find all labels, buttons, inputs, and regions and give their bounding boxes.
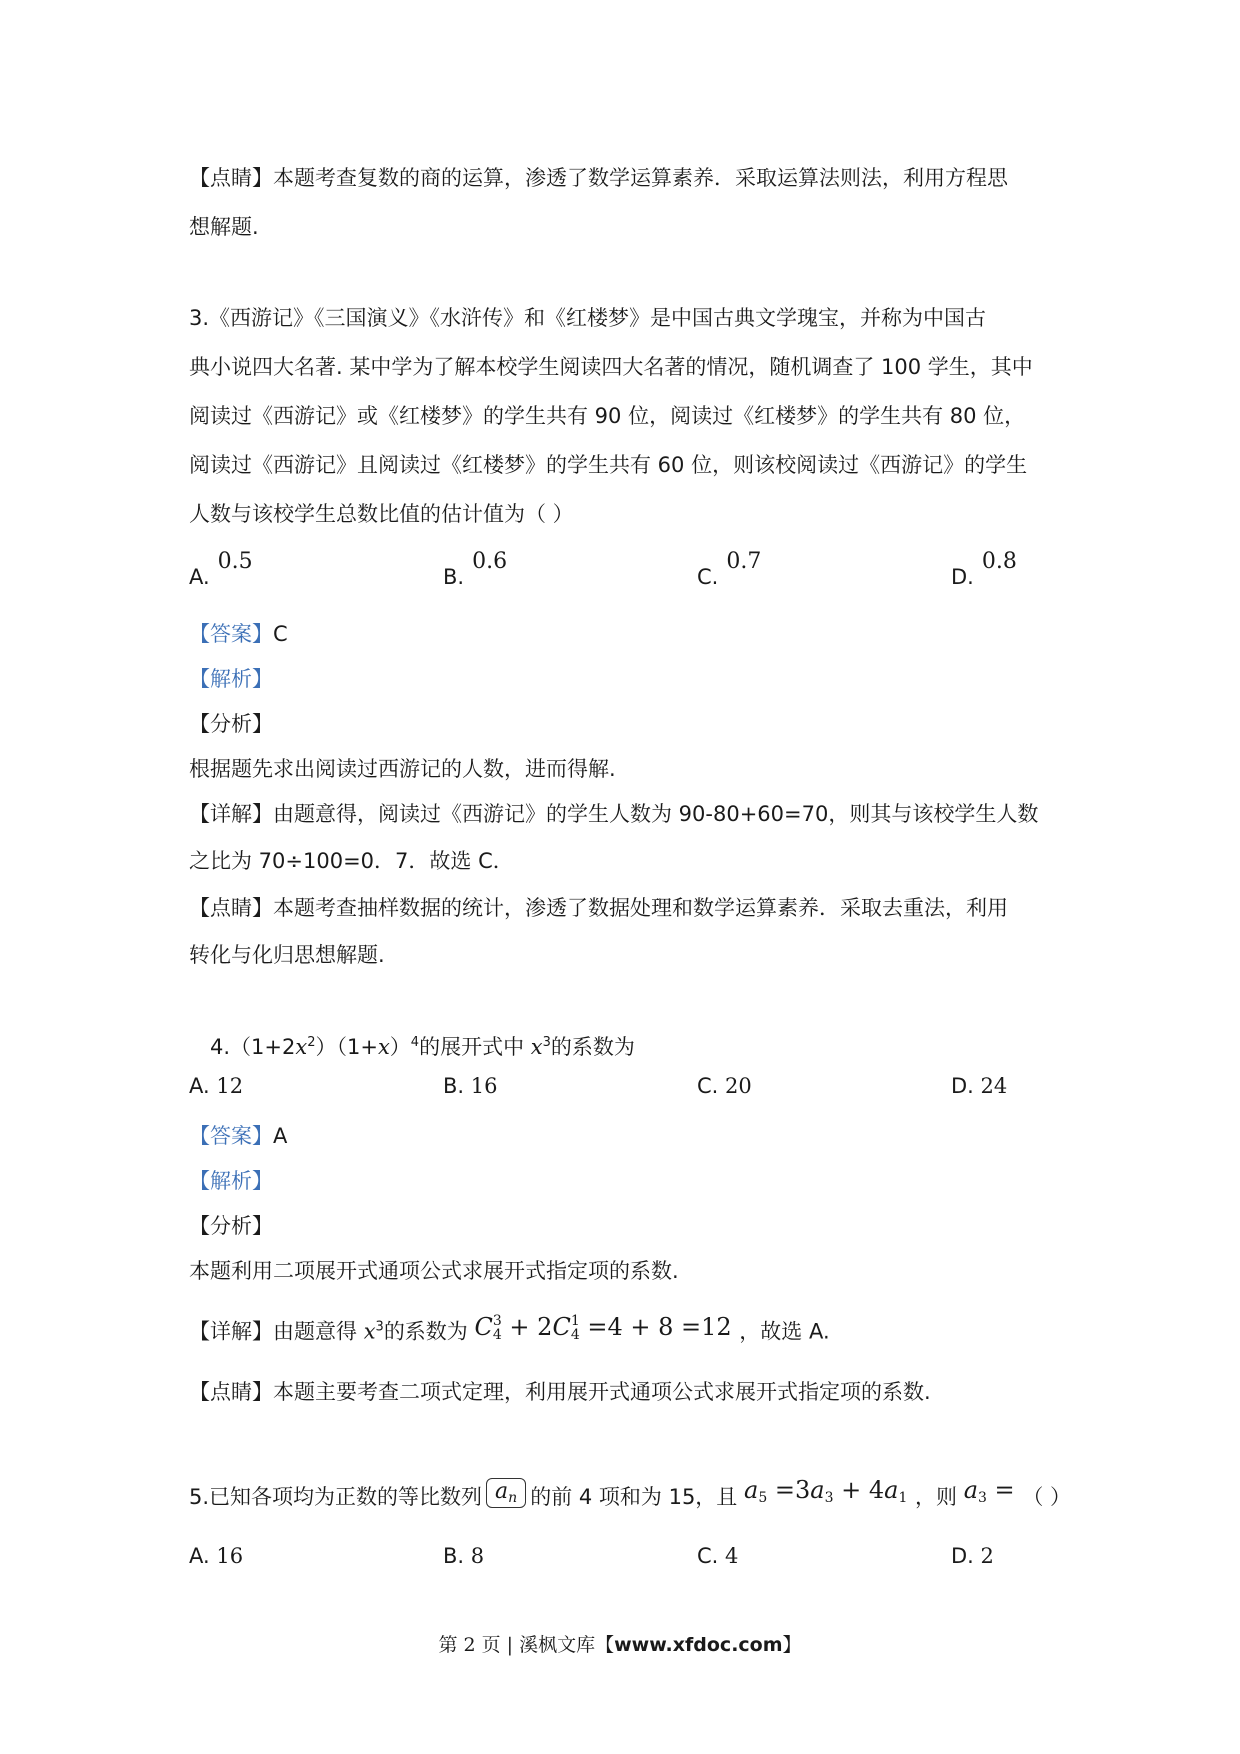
q4-option-d: D. 24 (951, 1074, 1008, 1098)
q4-formula: C 3 4 + 2C 1 4 =4 + 8 =12 (474, 1312, 732, 1343)
q2-comment-line2: 想解题. (189, 215, 259, 239)
answer-value: C (273, 622, 288, 646)
q3-option-a: A.0.5 (189, 549, 253, 589)
q4-comment: 【点睛】本题主要考查二项式定理，利用展开式通项公式求展开式指定项的系数. (189, 1380, 931, 1404)
q3-fenxi: 根据题先求出阅读过西游记的人数，进而得解. (189, 757, 616, 781)
q3-comment-line2: 转化与化归思想解题. (189, 943, 385, 967)
q3-detail-line2: 之比为 70÷100=0．7．故选 C． (189, 849, 514, 873)
q3-stem-line3: 阅读过《西游记》或《红楼梦》的学生共有 90 位，阅读过《红楼梦》的学生共有 80 位， (189, 404, 1026, 428)
q3-stem-line4: 阅读过《西游记》且阅读过《红楼梦》的学生共有 60 位，则该校阅读过《西游记》的学生 (189, 453, 1028, 477)
q5-option-c: C. 4 (697, 1544, 739, 1568)
footer-page-label: 第 2 页 | 溪枫文库【 (438, 1634, 615, 1656)
q4-option-b: B. 16 (443, 1074, 498, 1098)
q4-detail: 【详解】由题意得 $x^3$的系数为 C 3 4 + 2C 1 4 =4 + 8 =12 ，故选 A. (189, 1312, 830, 1344)
q4-option-c: C. 20 (697, 1074, 752, 1098)
q2-comment-line1: 【点睛】本题考查复数的商的运算，渗透了数学运算素养．采取运算法则法，利用方程思 (189, 166, 1008, 190)
q3-analysis-label: 【解析】 (189, 667, 273, 691)
q5-equation: $a_5 =3a_3 + 4a_1$ (744, 1476, 908, 1506)
q3-option-b: B.0.6 (443, 549, 508, 589)
q4-analysis-label: 【解析】 (189, 1169, 273, 1193)
q3-comment-line1: 【点睛】本题考查抽样数据的统计，渗透了数据处理和数学运算素养．采取去重法，利用 (189, 896, 1008, 920)
q3-fenxi-label: 【分析】 (189, 712, 273, 736)
answer-label: 【答案】 (189, 1124, 273, 1148)
q3-stem-line1: 3.《西游记》《三国演义》《水浒传》和《红楼梦》是中国古典文学瑰宝，并称为中国古 (189, 306, 987, 330)
q3-option-d: D.0.8 (951, 549, 1017, 589)
q3-option-c: C.0.7 (697, 549, 762, 589)
q3-stem-line2: 典小说四大名著. 某中学为了解本校学生阅读四大名著的情况，随机调查了 100 学生，其中 (189, 355, 1033, 379)
q5-option-d: D. 2 (951, 1544, 994, 1568)
q4-fenxi: 本题利用二项展开式通项公式求展开式指定项的系数. (189, 1259, 679, 1283)
q4-stem: $4.(1+2x^2)(1+x)^4$的展开式中 $x^3$的系数为 (210, 1035, 635, 1059)
q3-answer (189, 624, 288, 645)
q5-option-a: A. 16 (189, 1544, 244, 1568)
footer-site-link[interactable]: www.xfdoc.com (614, 1634, 783, 1656)
q4-fenxi-label: 【分析】 (189, 1214, 273, 1238)
q5-stem: 5.已知各项均为正数的等比数列 $a_n$ 的前 4 项和为 15，且 $a_5 =3a_3 + 4a_1$ ，则 $a_3$ = （ ） (189, 1476, 1071, 1509)
footer-close-bracket: 】 (782, 1634, 802, 1656)
answer-label: 【答案】 (189, 622, 273, 646)
q3-stem-line5: 人数与该校学生总数比值的估计值为（ ） (189, 502, 574, 526)
page-footer (0, 1630, 1240, 1657)
q3-detail-line1: 【详解】由题意得，阅读过《西游记》的学生人数为 90-80+60=70，则其与该校学生人数 (189, 802, 1039, 826)
q4-option-a: A. 12 (189, 1074, 244, 1098)
answer-value: A (273, 1124, 288, 1148)
q5-target: $a_3$ = (963, 1476, 1015, 1506)
sequence-bracket: $a_n$ (486, 1478, 526, 1508)
q5-option-b: B. 8 (443, 1544, 485, 1568)
q4-answer (189, 1126, 287, 1147)
